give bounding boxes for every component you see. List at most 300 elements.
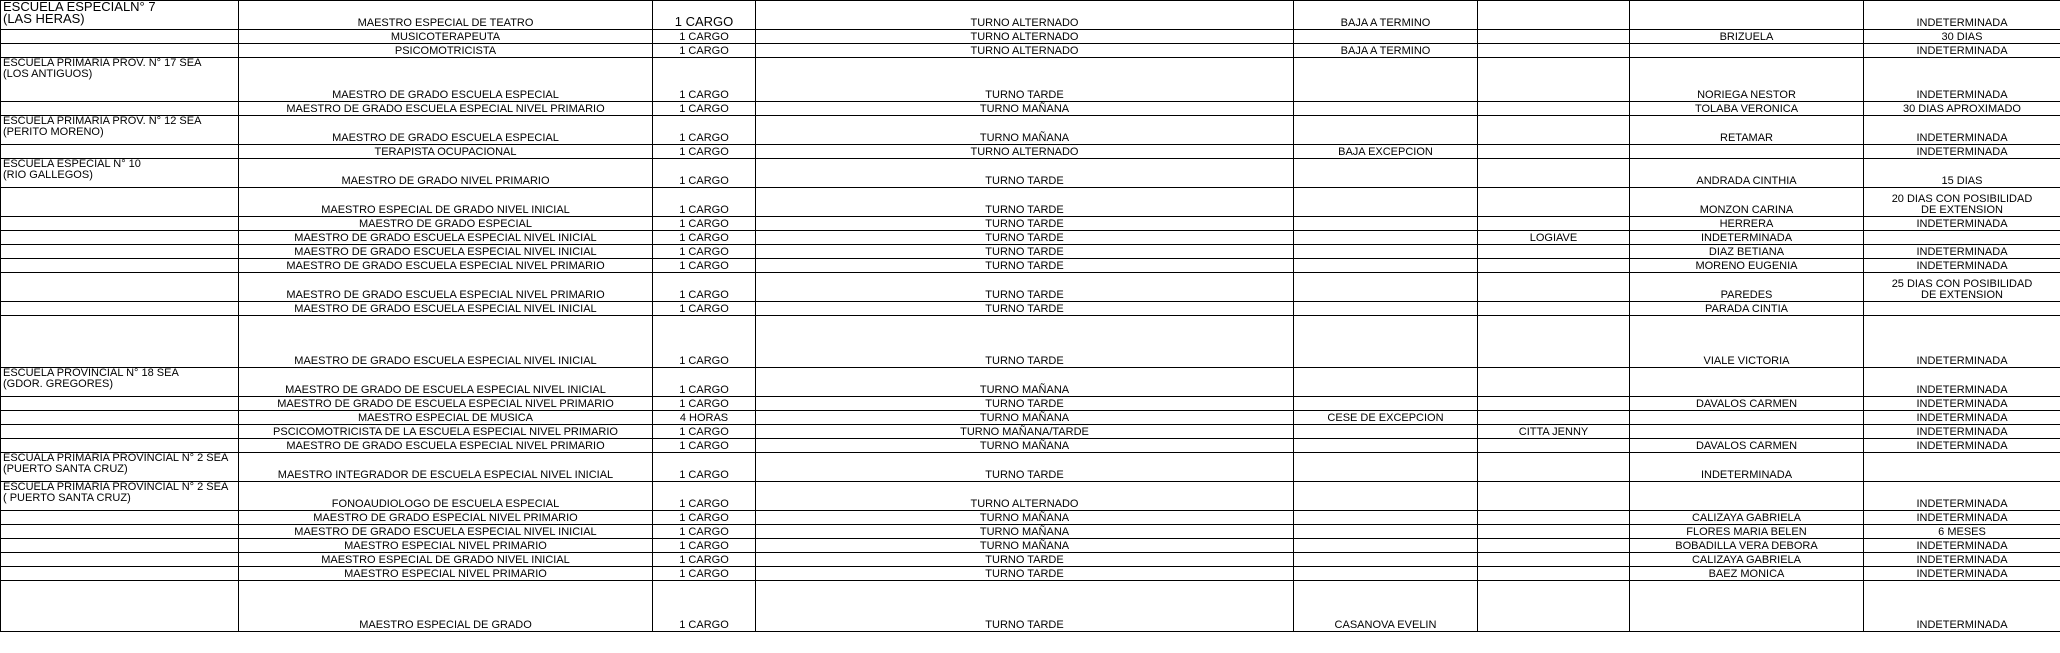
duration-cell[interactable]: [1864, 439, 2060, 453]
cargo-cell[interactable]: [653, 411, 756, 425]
cargo-cell[interactable]: [653, 217, 756, 231]
holder-cell[interactable]: [1478, 159, 1630, 188]
shift-cell[interactable]: [756, 102, 1294, 116]
position-cell[interactable]: [239, 116, 653, 145]
duration-cell[interactable]: [1864, 316, 2060, 368]
status-cell[interactable]: [1294, 44, 1478, 58]
position-cell[interactable]: [239, 397, 653, 411]
substitute-cell-text: HERRERA: [1719, 218, 1774, 230]
cargo-cell[interactable]: [653, 397, 756, 411]
duration-cell[interactable]: [1864, 30, 2060, 44]
duration-cell[interactable]: [1864, 511, 2060, 525]
school-cell[interactable]: [1, 159, 239, 188]
school-cell[interactable]: [1, 102, 239, 116]
duration-cell-text: INDETERMINADA: [1916, 568, 2008, 580]
shift-cell[interactable]: [756, 245, 1294, 259]
shift-cell[interactable]: [756, 1, 1294, 30]
cargo-cell-text: 1 CARGO: [679, 218, 729, 230]
duration-cell-text: INDETERMINADA: [1916, 146, 2008, 158]
holder-cell[interactable]: [1478, 302, 1630, 316]
shift-cell-text: TURNO TARDE: [985, 469, 1064, 481]
position-cell[interactable]: [239, 44, 653, 58]
cargo-cell-text: 1 CARGO: [679, 526, 729, 538]
cargo-cell[interactable]: [653, 482, 756, 511]
position-cell[interactable]: [239, 1, 653, 30]
shift-cell[interactable]: [756, 425, 1294, 439]
holder-cell-text: CITTA JENNY: [1518, 426, 1589, 438]
substitute-cell[interactable]: [1630, 581, 1864, 632]
holder-cell[interactable]: [1478, 273, 1630, 302]
cargo-cell-text: 1 CARGO: [679, 103, 729, 115]
cargo-cell[interactable]: [653, 368, 756, 397]
school-cell[interactable]: [1, 425, 239, 439]
shift-cell[interactable]: [756, 259, 1294, 273]
position-cell-text: MAESTRO DE GRADO ESCUELA ESPECIAL NIVEL PRIMARIO: [286, 103, 605, 115]
substitute-cell-text: DIAZ BETIANA: [1708, 246, 1785, 258]
position-cell-text: MAESTRO DE GRADO DE ESCUELA ESPECIAL NIVEL PRIMARIO: [277, 398, 614, 410]
substitute-cell-text: MONZON CARINA: [1699, 204, 1794, 216]
status-cell[interactable]: [1294, 511, 1478, 525]
holder-cell[interactable]: [1478, 245, 1630, 259]
shift-cell[interactable]: [756, 316, 1294, 368]
shift-cell[interactable]: [756, 217, 1294, 231]
substitute-cell[interactable]: [1630, 273, 1864, 302]
duration-cell[interactable]: [1864, 553, 2060, 567]
position-cell[interactable]: [239, 302, 653, 316]
substitute-cell[interactable]: [1630, 439, 1864, 453]
status-cell[interactable]: [1294, 453, 1478, 482]
duration-cell-text: 30 DIAS APROXIMADO: [1903, 103, 2021, 115]
position-cell[interactable]: [239, 539, 653, 553]
substitute-cell[interactable]: [1630, 368, 1864, 397]
school-cell[interactable]: [1, 511, 239, 525]
cargo-cell[interactable]: [653, 44, 756, 58]
holder-cell[interactable]: [1478, 102, 1630, 116]
substitute-cell[interactable]: [1630, 188, 1864, 217]
position-cell[interactable]: [239, 411, 653, 425]
cargo-cell[interactable]: [653, 245, 756, 259]
holder-cell[interactable]: [1478, 1, 1630, 30]
position-cell[interactable]: [239, 453, 653, 482]
status-cell[interactable]: [1294, 30, 1478, 44]
position-cell[interactable]: [239, 482, 653, 511]
cargo-cell[interactable]: [653, 316, 756, 368]
substitute-cell[interactable]: [1630, 30, 1864, 44]
position-cell-text: MAESTRO ESPECIAL NIVEL PRIMARIO: [344, 568, 547, 580]
duration-cell-text: INDETERMINADA: [1916, 440, 2008, 452]
position-cell-text: MAESTRO DE GRADO ESCUELA ESPECIAL NIVEL INICIAL: [294, 303, 597, 315]
status-cell-text: CESE DE EXCEPCION: [1327, 412, 1444, 424]
cargo-cell[interactable]: [653, 425, 756, 439]
cargo-cell-text: 1 CARGO: [679, 45, 729, 57]
school-cell-text: ESCUELA ESPECIAL N° 10 (RIO GALLEGOS): [3, 158, 141, 181]
holder-cell[interactable]: [1478, 231, 1630, 245]
holder-cell[interactable]: [1478, 368, 1630, 397]
cargo-cell-text: 1 CARGO: [679, 246, 729, 258]
duration-cell-text: INDETERMINADA: [1916, 260, 2008, 272]
school-cell-text: ESCUELA PRIMARIA PROVINCIAL N° 2 SEA ( PUERTO SANTA CRUZ): [3, 481, 229, 504]
table-row: [1, 553, 2060, 567]
school-cell[interactable]: [1, 188, 239, 217]
holder-cell[interactable]: [1478, 511, 1630, 525]
substitute-cell[interactable]: [1630, 316, 1864, 368]
status-cell[interactable]: [1294, 581, 1478, 632]
shift-cell[interactable]: [756, 482, 1294, 511]
school-cell[interactable]: [1, 44, 239, 58]
duration-cell[interactable]: [1864, 231, 2060, 245]
substitute-cell[interactable]: [1630, 525, 1864, 539]
status-cell[interactable]: [1294, 188, 1478, 217]
status-cell[interactable]: [1294, 273, 1478, 302]
shift-cell-text: TURNO MAÑANA: [979, 512, 1070, 524]
holder-cell[interactable]: [1478, 188, 1630, 217]
school-cell[interactable]: [1, 1, 239, 30]
position-cell-text: MAESTRO ESPECIAL DE GRADO NIVEL INICIAL: [321, 554, 570, 566]
cargo-cell[interactable]: [653, 188, 756, 217]
position-cell[interactable]: [239, 102, 653, 116]
substitute-cell[interactable]: [1630, 102, 1864, 116]
duration-cell[interactable]: [1864, 102, 2060, 116]
position-cell-text: MAESTRO ESPECIAL DE GRADO NIVEL INICIAL: [321, 204, 570, 216]
duration-cell-text: INDETERMINADA: [1916, 412, 2008, 424]
cargo-cell[interactable]: [653, 511, 756, 525]
school-cell[interactable]: [1, 217, 239, 231]
holder-cell[interactable]: [1478, 453, 1630, 482]
holder-cell[interactable]: [1478, 316, 1630, 368]
substitute-cell-text: TOLABA VERONICA: [1694, 103, 1799, 115]
shift-cell[interactable]: [756, 30, 1294, 44]
school-cell[interactable]: [1, 482, 239, 511]
substitute-cell-text: INDETERMINADA: [1700, 232, 1793, 244]
position-cell-text: PSCICOMOTRICISTA DE LA ESCUELA ESPECIAL NIVEL PRIMARIO: [273, 426, 618, 438]
status-cell[interactable]: [1294, 368, 1478, 397]
table-row: [1, 302, 2060, 316]
duration-cell-text: INDETERMINADA: [1916, 498, 2008, 510]
shift-cell[interactable]: [756, 567, 1294, 581]
school-cell[interactable]: [1, 259, 239, 273]
duration-cell[interactable]: [1864, 159, 2060, 188]
school-cell[interactable]: [1, 567, 239, 581]
position-cell[interactable]: [239, 58, 653, 102]
position-cell[interactable]: [239, 439, 653, 453]
shift-cell[interactable]: [756, 539, 1294, 553]
substitute-cell[interactable]: [1630, 511, 1864, 525]
position-cell[interactable]: [239, 425, 653, 439]
substitute-cell[interactable]: [1630, 539, 1864, 553]
shift-cell[interactable]: [756, 411, 1294, 425]
duration-cell[interactable]: [1864, 453, 2060, 482]
substitute-cell[interactable]: [1630, 1, 1864, 30]
cargo-cell[interactable]: [653, 525, 756, 539]
shift-cell[interactable]: [756, 553, 1294, 567]
shift-cell[interactable]: [756, 116, 1294, 145]
position-cell[interactable]: [239, 368, 653, 397]
table-row: [1, 259, 2060, 273]
table-body: [1, 1, 2060, 632]
school-cell[interactable]: [1, 302, 239, 316]
status-cell[interactable]: [1294, 245, 1478, 259]
status-cell-text: BAJA EXCEPCION: [1338, 146, 1433, 158]
cargo-cell[interactable]: [653, 453, 756, 482]
holder-cell[interactable]: [1478, 116, 1630, 145]
duration-cell[interactable]: [1864, 539, 2060, 553]
substitute-cell[interactable]: [1630, 58, 1864, 102]
position-cell[interactable]: [239, 525, 653, 539]
status-cell[interactable]: [1294, 525, 1478, 539]
substitute-cell[interactable]: [1630, 259, 1864, 273]
holder-cell[interactable]: [1478, 411, 1630, 425]
position-cell[interactable]: [239, 259, 653, 273]
position-cell-text: MAESTRO DE GRADO ESCUELA ESPECIAL NIVEL PRIMARIO: [286, 440, 605, 452]
school-cell[interactable]: [1, 316, 239, 368]
holder-cell[interactable]: [1478, 397, 1630, 411]
duration-cell[interactable]: [1864, 302, 2060, 316]
substitute-cell[interactable]: [1630, 116, 1864, 145]
holder-cell[interactable]: [1478, 581, 1630, 632]
cargo-cell-text: 1 CARGO: [679, 426, 729, 438]
status-cell[interactable]: [1294, 58, 1478, 102]
shift-cell[interactable]: [756, 188, 1294, 217]
duration-cell[interactable]: [1864, 482, 2060, 511]
position-cell[interactable]: [239, 231, 653, 245]
shift-cell-text: TURNO TARDE: [985, 260, 1064, 272]
status-cell[interactable]: [1294, 553, 1478, 567]
substitute-cell[interactable]: [1630, 302, 1864, 316]
duration-cell[interactable]: [1864, 44, 2060, 58]
duration-cell[interactable]: [1864, 368, 2060, 397]
substitute-cell-text: PAREDES: [1720, 289, 1773, 301]
shift-cell-text: TURNO MAÑANA: [979, 103, 1070, 115]
substitute-cell[interactable]: [1630, 553, 1864, 567]
shift-cell[interactable]: [756, 511, 1294, 525]
duration-cell[interactable]: [1864, 397, 2060, 411]
position-cell[interactable]: [239, 581, 653, 632]
school-cell[interactable]: [1, 397, 239, 411]
school-cell[interactable]: [1, 116, 239, 145]
school-cell[interactable]: [1, 30, 239, 44]
holder-cell[interactable]: [1478, 30, 1630, 44]
position-cell-text: MAESTRO ESPECIAL NIVEL PRIMARIO: [344, 540, 547, 552]
cargo-cell[interactable]: [653, 116, 756, 145]
table-row: [1, 44, 2060, 58]
substitute-cell-text: FLORES MARIA BELEN: [1686, 526, 1807, 538]
position-cell-text: MAESTRO ESPECIAL DE GRADO: [359, 619, 532, 631]
cargo-cell[interactable]: [653, 259, 756, 273]
position-cell-text: TERAPISTA OCUPACIONAL: [374, 146, 517, 158]
shift-cell-text: TURNO TARDE: [985, 289, 1064, 301]
table-row: [1, 245, 2060, 259]
cargo-cell[interactable]: [653, 159, 756, 188]
holder-cell[interactable]: [1478, 44, 1630, 58]
school-cell[interactable]: [1, 553, 239, 567]
school-cell[interactable]: [1, 525, 239, 539]
status-cell[interactable]: [1294, 231, 1478, 245]
position-cell[interactable]: [239, 159, 653, 188]
position-cell-text: MAESTRO DE GRADO ESCUELA ESPECIAL NIVEL INICIAL: [294, 526, 597, 538]
substitute-cell-text: DAVALOS CARMEN: [1695, 440, 1798, 452]
cargo-cell[interactable]: [653, 302, 756, 316]
duration-cell[interactable]: [1864, 425, 2060, 439]
status-cell[interactable]: [1294, 302, 1478, 316]
holder-cell[interactable]: [1478, 539, 1630, 553]
duration-cell-text: INDETERMINADA: [1916, 512, 2008, 524]
school-cell[interactable]: [1, 273, 239, 302]
shift-cell[interactable]: [756, 273, 1294, 302]
status-cell[interactable]: [1294, 425, 1478, 439]
status-cell[interactable]: [1294, 217, 1478, 231]
status-cell[interactable]: [1294, 397, 1478, 411]
duration-cell[interactable]: [1864, 188, 2060, 217]
cargo-cell[interactable]: [653, 553, 756, 567]
substitute-cell[interactable]: [1630, 159, 1864, 188]
duration-cell-text: INDETERMINADA: [1916, 17, 2008, 29]
substitute-cell[interactable]: [1630, 145, 1864, 159]
substitute-cell[interactable]: [1630, 397, 1864, 411]
cargo-cell[interactable]: [653, 581, 756, 632]
cargo-cell[interactable]: [653, 439, 756, 453]
status-cell[interactable]: [1294, 145, 1478, 159]
cargo-cell-text: 1 CARGO: [679, 175, 729, 187]
position-cell[interactable]: [239, 145, 653, 159]
cargo-cell[interactable]: [653, 58, 756, 102]
cargo-cell[interactable]: [653, 231, 756, 245]
position-cell[interactable]: [239, 567, 653, 581]
school-cell[interactable]: [1, 539, 239, 553]
duration-cell-text: 25 DIAS CON POSIBILIDAD DE EXTENSION: [1891, 278, 2033, 301]
cargo-cell[interactable]: [653, 539, 756, 553]
holder-cell[interactable]: [1478, 553, 1630, 567]
duration-cell[interactable]: [1864, 581, 2060, 632]
duration-cell[interactable]: [1864, 116, 2060, 145]
position-cell[interactable]: [239, 245, 653, 259]
duration-cell[interactable]: [1864, 259, 2060, 273]
holder-cell[interactable]: [1478, 439, 1630, 453]
holder-cell[interactable]: [1478, 567, 1630, 581]
shift-cell-text: TURNO ALTERNADO: [970, 31, 1079, 43]
duration-cell[interactable]: [1864, 145, 2060, 159]
duration-cell-text: INDETERMINADA: [1916, 398, 2008, 410]
position-cell[interactable]: [239, 273, 653, 302]
holder-cell[interactable]: [1478, 217, 1630, 231]
status-cell[interactable]: [1294, 316, 1478, 368]
duration-cell-text: INDETERMINADA: [1916, 554, 2008, 566]
shift-cell[interactable]: [756, 302, 1294, 316]
position-cell[interactable]: [239, 188, 653, 217]
holder-cell[interactable]: [1478, 145, 1630, 159]
school-cell[interactable]: [1, 439, 239, 453]
status-cell[interactable]: [1294, 1, 1478, 30]
school-cell[interactable]: [1, 58, 239, 102]
duration-cell[interactable]: [1864, 245, 2060, 259]
status-cell[interactable]: [1294, 116, 1478, 145]
school-cell[interactable]: [1, 453, 239, 482]
duration-cell[interactable]: [1864, 273, 2060, 302]
substitute-cell[interactable]: [1630, 482, 1864, 511]
status-cell[interactable]: [1294, 439, 1478, 453]
holder-cell[interactable]: [1478, 482, 1630, 511]
position-cell-text: MUSICOTERAPEUTA: [390, 31, 501, 43]
shift-cell[interactable]: [756, 159, 1294, 188]
duration-cell[interactable]: [1864, 217, 2060, 231]
shift-cell[interactable]: [756, 397, 1294, 411]
table-row: [1, 231, 2060, 245]
cargo-cell[interactable]: [653, 1, 756, 30]
substitute-cell[interactable]: [1630, 217, 1864, 231]
shift-cell[interactable]: [756, 453, 1294, 482]
duration-cell[interactable]: [1864, 411, 2060, 425]
school-cell[interactable]: [1, 581, 239, 632]
cargo-cell[interactable]: [653, 145, 756, 159]
school-cell[interactable]: [1, 411, 239, 425]
shift-cell-text: TURNO MAÑANA: [979, 526, 1070, 538]
table-row: [1, 425, 2060, 439]
shift-cell[interactable]: [756, 525, 1294, 539]
position-cell[interactable]: [239, 553, 653, 567]
duration-cell[interactable]: [1864, 58, 2060, 102]
substitute-cell[interactable]: [1630, 231, 1864, 245]
status-cell[interactable]: [1294, 102, 1478, 116]
school-cell[interactable]: [1, 245, 239, 259]
shift-cell-text: TURNO TARDE: [985, 175, 1064, 187]
position-cell[interactable]: [239, 511, 653, 525]
status-cell[interactable]: [1294, 539, 1478, 553]
shift-cell-text: TURNO TARDE: [985, 303, 1064, 315]
shift-cell[interactable]: [756, 439, 1294, 453]
status-cell[interactable]: [1294, 159, 1478, 188]
shift-cell[interactable]: [756, 44, 1294, 58]
school-cell[interactable]: [1, 231, 239, 245]
holder-cell[interactable]: [1478, 525, 1630, 539]
cargo-cell[interactable]: [653, 102, 756, 116]
holder-cell[interactable]: [1478, 259, 1630, 273]
table-row: [1, 581, 2060, 632]
duration-cell[interactable]: [1864, 1, 2060, 30]
duration-cell[interactable]: [1864, 567, 2060, 581]
substitute-cell[interactable]: [1630, 567, 1864, 581]
holder-cell[interactable]: [1478, 58, 1630, 102]
substitute-cell[interactable]: [1630, 453, 1864, 482]
substitute-cell[interactable]: [1630, 411, 1864, 425]
holder-cell[interactable]: [1478, 425, 1630, 439]
status-cell[interactable]: [1294, 482, 1478, 511]
cargo-cell-text: 1 CARGO: [679, 440, 729, 452]
substitute-cell[interactable]: [1630, 44, 1864, 58]
position-cell[interactable]: [239, 30, 653, 44]
cargo-cell-text: 1 CARGO: [679, 132, 729, 144]
cargo-cell[interactable]: [653, 30, 756, 44]
position-cell[interactable]: [239, 217, 653, 231]
shift-cell[interactable]: [756, 368, 1294, 397]
school-cell-text: ESCUELA PROVINCIAL N° 18 SEA (GDOR. GREGORES): [3, 367, 179, 390]
shift-cell[interactable]: [756, 231, 1294, 245]
substitute-cell[interactable]: [1630, 245, 1864, 259]
substitute-cell[interactable]: [1630, 425, 1864, 439]
position-cell[interactable]: [239, 316, 653, 368]
cargo-cell[interactable]: [653, 567, 756, 581]
duration-cell[interactable]: [1864, 525, 2060, 539]
shift-cell[interactable]: [756, 58, 1294, 102]
status-cell[interactable]: [1294, 567, 1478, 581]
status-cell[interactable]: [1294, 259, 1478, 273]
position-cell-text: MAESTRO INTEGRADOR DE ESCUELA ESPECIAL NIVEL INICIAL: [277, 469, 614, 481]
shift-cell[interactable]: [756, 581, 1294, 632]
shift-cell[interactable]: [756, 145, 1294, 159]
cargo-cell[interactable]: [653, 273, 756, 302]
status-cell[interactable]: [1294, 411, 1478, 425]
school-cell[interactable]: [1, 145, 239, 159]
school-cell[interactable]: [1, 368, 239, 397]
shift-cell-text: TURNO MAÑANA: [979, 412, 1070, 424]
